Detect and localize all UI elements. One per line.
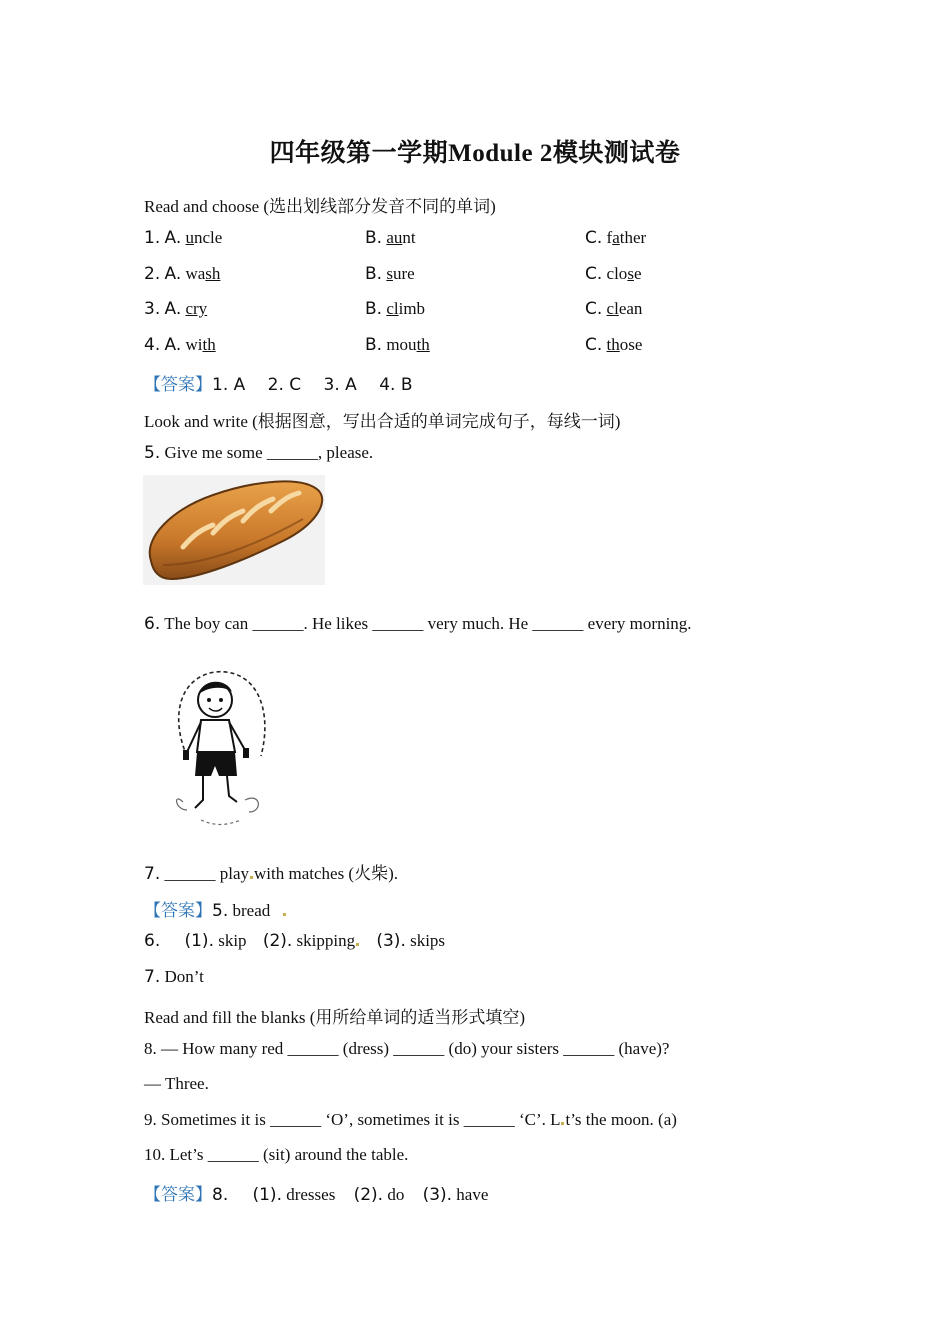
question-6 — [144, 614, 692, 634]
answer-part: (1). — [184, 931, 214, 951]
word-part: ther — [619, 228, 647, 247]
option-label: C. — [585, 228, 603, 248]
answer-number: 8. — [212, 1185, 229, 1205]
answer-word: bread — [232, 901, 271, 920]
page-title: 四年级第一学期Module 2模块测试卷 — [269, 140, 681, 167]
section2-heading: Look and write (根据图意，写出合适的单词完成句子，每线一词) — [144, 412, 621, 431]
choice-option-c — [585, 299, 642, 319]
choice-option-a — [144, 228, 222, 248]
answer-word: skipping — [296, 931, 356, 950]
question-5 — [144, 443, 373, 463]
underlined-letters: cl — [606, 299, 619, 318]
question-8: 8. — How many red ______ (dress) ______ (do) your sisters ______ (have)? — [144, 1039, 670, 1058]
option-label: B. — [365, 264, 383, 284]
option-label: C. — [585, 299, 603, 319]
underlined-letters: u — [185, 228, 194, 247]
section1-heading: Read and choose (选出划线部分发音不同的单词) — [144, 197, 496, 216]
section2-answer-7 — [144, 967, 204, 987]
word-part: nt — [402, 228, 416, 247]
option-label: B. — [365, 228, 383, 248]
question-number: 5. — [144, 443, 161, 463]
answer-word: have — [456, 1185, 489, 1204]
word-part: wi — [185, 335, 203, 354]
question-number: 2. — [144, 264, 161, 284]
answer-word: do — [387, 1185, 405, 1204]
word-part: mou — [386, 335, 417, 354]
question-8-reply: — Three. — [144, 1074, 209, 1093]
question-text-a: ______ play — [164, 864, 250, 883]
choice-option-a — [144, 264, 220, 284]
option-label: C. — [585, 264, 603, 284]
option-label: C. — [585, 335, 603, 355]
word-part: e — [633, 264, 642, 283]
word-part: ean — [618, 299, 643, 318]
choice-option-b — [365, 264, 415, 284]
word-part: clo — [606, 264, 628, 283]
boy-skipping-image — [165, 660, 277, 832]
answer-number: 6. — [144, 931, 161, 951]
mark-dot — [356, 943, 359, 946]
option-label: A. — [164, 335, 182, 355]
question-text-a: 9. Sometimes it is ______ ‘O’, sometimes it is ______ ‘C’. L — [144, 1110, 561, 1129]
choice-option-b — [365, 299, 425, 319]
question-number: 7. — [144, 864, 161, 884]
answer-word: Don’t — [164, 967, 204, 986]
question-number: 4. — [144, 335, 161, 355]
answer-part: (2). — [353, 1185, 384, 1205]
word-part: imb — [398, 299, 426, 318]
underlined-letters: s — [386, 264, 393, 283]
word-part: wa — [185, 264, 206, 283]
answer-part: (3). — [422, 1185, 453, 1205]
answer-part: (3). — [376, 931, 406, 951]
choice-option-a — [144, 299, 207, 319]
underlined-letters: th — [202, 335, 216, 354]
section3-heading: Read and fill the blanks (用所给单词的适当形式填空) — [144, 1008, 526, 1027]
option-label: A. — [164, 299, 182, 319]
question-number: 3. — [144, 299, 161, 319]
mark-dot — [250, 876, 253, 879]
question-text-b: t’s the moon. (a) — [565, 1110, 677, 1129]
answer-number: 5. — [212, 901, 229, 921]
answer-tag: 【答案】 — [144, 1185, 212, 1204]
answer-tag: 【答案】 — [144, 901, 212, 920]
option-label: B. — [365, 299, 383, 319]
word-part: ncle — [193, 228, 223, 247]
option-label: A. — [164, 264, 182, 284]
word-part: f — [606, 228, 613, 247]
choice-option-c — [585, 264, 641, 284]
choice-option-c — [585, 228, 646, 248]
question-number: 1. — [144, 228, 161, 248]
underlined-letters: th — [416, 335, 430, 354]
answer-number: 7. — [144, 967, 161, 987]
section1-answer — [144, 370, 413, 395]
word-part: ose — [619, 335, 643, 354]
question-9 — [144, 1110, 677, 1130]
section3-answer-8 — [144, 1180, 488, 1205]
question-10: 10. Let’s ______ (sit) around the table. — [144, 1145, 409, 1164]
option-label: A. — [164, 228, 182, 248]
underlined-letters: th — [606, 335, 620, 354]
answer-part: (2). — [262, 931, 293, 951]
section2-answer-6 — [144, 931, 445, 951]
choice-option-a — [144, 335, 216, 355]
underlined-letters: a — [612, 228, 620, 247]
answer-word: skip — [218, 931, 247, 950]
word-part: ure — [392, 264, 415, 283]
underlined-letters: cl — [386, 299, 399, 318]
underlined-letters: sh — [205, 264, 221, 283]
section2-answer-5 — [144, 896, 287, 921]
choice-option-b — [365, 335, 430, 355]
answer-text: 1. A 2. C 3. A 4. B — [212, 375, 413, 395]
choice-option-c — [585, 335, 642, 355]
bread-image — [143, 475, 325, 585]
underlined-letters: au — [386, 228, 403, 247]
question-7 — [144, 859, 398, 884]
mark-dot — [283, 913, 286, 916]
underlined-letters: cry — [185, 299, 208, 318]
answer-part: (1). — [252, 1185, 282, 1205]
question-number: 6. — [144, 614, 161, 634]
question-text: Give me some ______, please. — [164, 443, 374, 462]
question-text-b: with matches (火柴). — [254, 864, 399, 883]
choice-option-b — [365, 228, 416, 248]
option-label: B. — [365, 335, 383, 355]
answer-word: skips — [410, 931, 446, 950]
question-text: The boy can ______. He likes ______ very much. He ______ every morning. — [164, 614, 692, 633]
underlined-letters: s — [627, 264, 634, 283]
answer-word: dresses — [286, 1185, 336, 1204]
answer-tag: 【答案】 — [144, 375, 212, 394]
